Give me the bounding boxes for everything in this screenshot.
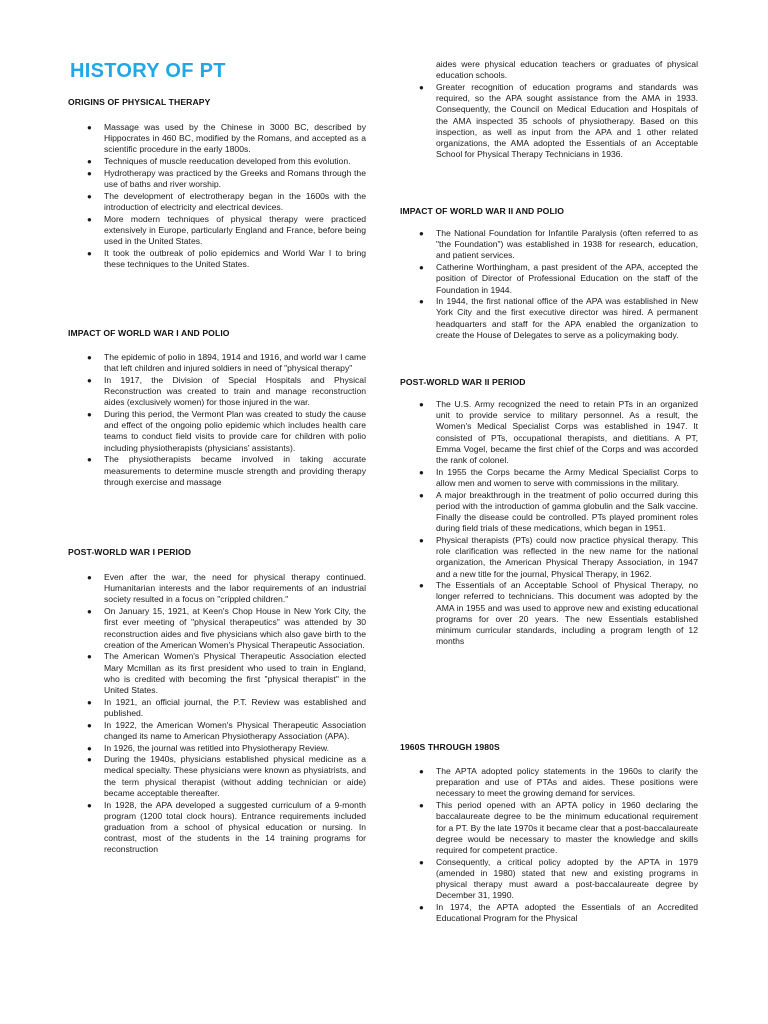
bullet-icon: ● <box>419 263 424 273</box>
bullet-icon: ● <box>87 573 92 582</box>
list-item-text: The epidemic of polio in 1894, 1914 and 1916, and world war I came that left children and injured soldiers in need of "physical therapy" <box>104 352 366 374</box>
bullet-icon: ● <box>87 607 92 617</box>
list-item <box>68 572 366 606</box>
list-item <box>400 800 698 856</box>
list-item-text: More modern techniques of physical therapy were practiced extensively in Europe, particularly England and France, before being used in the United States. <box>104 213 366 247</box>
list-item-text: Physical therapists (PTs) could now practice physical therapy. This role clarification was reflected in the new name for the national organization, the American Physical Therapy Association, in 1947 and a new title for the journal, Physical Therapy, in 1962. <box>436 534 698 579</box>
list-item-text: In 1974, the APTA adopted the Essentials of an Accredited Educational Program for the Physical <box>436 901 698 924</box>
list-item-text: A major breakthrough in the treatment of polio occurred during this period with the introduction of gamma globulin and the Salk vaccine. Finally the disease could be controlled. PTs played prominent roles during field trials of these medications, which began in 1951. <box>436 489 698 534</box>
bullet-icon: ● <box>419 535 424 545</box>
bullet-icon: ● <box>419 490 424 500</box>
bullet-icon: ● <box>87 191 92 201</box>
list-item-text: The development of electrotherapy began in the 1600s with the introduction of electricity and electrical devices. <box>104 190 366 212</box>
list-item <box>400 766 698 800</box>
list-item <box>68 168 366 190</box>
list-item <box>400 296 698 341</box>
bullet-icon: ● <box>419 767 424 776</box>
list-item <box>68 720 366 742</box>
bullet-icon: ● <box>87 800 92 810</box>
bullet-icon: ● <box>87 375 92 385</box>
list-item-text: Greater recognition of education programs and standards was required, so the APA sought assistance from the AMA in 1933. Consequently, the Council on Medical Education and Hospitals of the AMA inspected 35 schools of physiotherapy. Based on this inspection, as well as input from the APA and 1 other related organizations, the AMA adopted the Essentials of an Acceptable School for Physical Therapy Technicians in 1936. <box>436 82 698 160</box>
list-item <box>68 156 366 167</box>
bullet-list-ww2-polio <box>400 228 698 342</box>
section-heading-ww2-polio: IMPACT OF WORLD WAR II AND POLIO <box>400 206 565 216</box>
list-item-text: Consequently, a critical policy adopted by the APTA in 1979 (amended in 1980) stated that new and existing programs in physical therapy must award a post-baccalaureate degree by December 31, 1990. <box>436 856 698 901</box>
bullet-list-origins <box>68 122 366 271</box>
list-item <box>68 214 366 248</box>
list-item <box>400 535 698 580</box>
bullet-icon: ● <box>87 743 92 753</box>
bullet-icon: ● <box>419 857 424 867</box>
list-item-text: Massage was used by the Chinese in 3000 BC, described by Hippocrates in 460 BC, modified by the Romans, and accepted as a scientific procedure in the early 1800s. <box>104 122 366 155</box>
bullet-icon: ● <box>419 581 424 591</box>
list-item-text: In 1944, the first national office of the APA was established in New York City and the first executive director was hired. A permanent headquarters and staff for the APA enabled the organization to create the House of Delegates to serve as a policymaking body. <box>436 296 698 340</box>
list-item <box>68 697 366 719</box>
list-item-text: The U.S. Army recognized the need to retain PTs in an organized unit to provide service to military personnel. As a result, the Women's Medical Specialist Corps was established in 1947. It consisted of PTs, occupational therapists, and dietitians. A PT, Emma Vogel, became the first chief of the Corps and was accorded the rank of colonel. <box>436 399 698 466</box>
bullet-icon: ● <box>419 297 424 307</box>
list-item <box>68 352 366 374</box>
list-item <box>68 651 366 696</box>
list-item-text: It took the outbreak of polio epidemics and World War I to bring these techniques to the United States. <box>104 247 366 269</box>
list-item <box>400 857 698 902</box>
bullet-icon: ● <box>87 353 92 362</box>
section-heading-origins: ORIGINS OF PHYSICAL THERAPY <box>68 97 211 107</box>
bullet-icon: ● <box>87 123 92 132</box>
bullet-icon: ● <box>87 755 92 765</box>
list-item <box>68 409 366 454</box>
list-item-text: The APTA adopted policy statements in the 1960s to clarify the preparation and use of PTAs and aides. These positions were necessary to meet the growing demand for services. <box>436 766 698 799</box>
bullet-icon: ● <box>419 229 424 238</box>
continuation-text: aides were physical education teachers or graduates of physical education schools. <box>436 59 698 81</box>
section-heading-ww1-polio: IMPACT OF WORLD WAR I AND POLIO <box>68 328 230 338</box>
list-item <box>68 800 366 856</box>
list-item-text: In 1926, the journal was retitled into Physiotherapy Review. <box>104 742 329 753</box>
list-item <box>68 191 366 213</box>
bullet-icon: ● <box>419 467 424 477</box>
list-item-text: The Essentials of an Acceptable School of Physical Therapy, no longer referred to technicians. This document was adopted by the AMA in 1955 and was used to approve new and existing educational programs for over 20 years. The new Essentials established minimum curricular standards, including a program length of 12 months <box>436 580 698 647</box>
bullet-icon: ● <box>87 652 92 662</box>
bullet-list-post-ww2 <box>400 399 698 648</box>
list-item-text: In 1921, an official journal, the P.T. Review was established and published. <box>104 696 366 718</box>
list-item <box>400 399 698 466</box>
list-item <box>400 580 698 647</box>
bullet-icon: ● <box>87 455 92 465</box>
list-item-text: Catherine Worthingham, a past president of the APA, accepted the position of Director of Professional Education on the staff of the Foundation in 1944. <box>436 262 698 295</box>
bullet-list-post-ww1 <box>68 572 366 856</box>
list-item-text: In 1955 the Corps became the Army Medical Specialist Corps to allow men and women to serve with commissions in the military. <box>436 466 698 488</box>
list-item-text: In 1922, the American Women's Physical Therapeutic Association changed its name to American Physiotherapy Association (APA). <box>104 719 366 741</box>
list-item <box>400 902 698 924</box>
bullet-icon: ● <box>87 248 92 258</box>
bullet-icon: ● <box>419 400 424 409</box>
list-item <box>68 606 366 651</box>
section-heading-post-ww2: POST-WORLD WAR II PERIOD <box>400 377 526 387</box>
list-item <box>68 754 366 799</box>
bullet-icon: ● <box>87 168 92 178</box>
list-item-text: On January 15, 1921, at Keen's Chop House in New York City, the first ever meeting of "physical therapeutics" was attended by 30 reconstruction aides and five physicians which also gave birth to the creation of the American Women's Physical Therapeutic Association. <box>104 606 366 650</box>
list-item-text: In 1917, the Division of Special Hospitals and Physical Reconstruction was created to train and manage reconstruction aides (exclusively women) for those injured in the war. <box>104 374 366 408</box>
list-item <box>400 82 698 160</box>
list-item <box>400 228 698 262</box>
bullet-icon: ● <box>419 83 424 92</box>
bullet-icon: ● <box>87 410 92 420</box>
list-item-text: The physiotherapists became involved in taking accurate measurements to determine muscle strength and providing therapy through exercise and massage <box>104 454 366 487</box>
list-item-text: The American Women's Physical Therapeutic Association elected Mary Mcmillan as its first president who used to train in England, who is credited with becoming the first "physical therapist" in the United States. <box>104 651 366 696</box>
list-item-text: The National Foundation for Infantile Paralysis (often referred to as "the Foundation") was established in 1938 for research, education, and patient services. <box>436 228 698 261</box>
continued-list-post-ww1 <box>400 59 698 82</box>
bullet-icon: ● <box>419 801 424 811</box>
list-item-text: During the 1940s, physicians established physical medicine as a medical specialty. These physicians were known as physiatrists, and the term physical therapist (without adding technician or aide) became acceptable thereafter. <box>104 754 366 798</box>
bullet-icon: ● <box>87 214 92 224</box>
list-item-text: In 1928, the APA developed a suggested curriculum of a 9-month program (1200 total clock hours). Entrance requirements included graduation from a school of physical education or nursing. In contrast, most of the students in the 14 training programs for reconstruction <box>104 799 366 855</box>
list-item <box>400 467 698 489</box>
list-item-text: Techniques of muscle reeducation developed from this evolution. <box>104 156 351 167</box>
list-item-text: During this period, the Vermont Plan was created to study the cause and effect of the ongoing polio epidemic which includes health care teams to conduct field visits to provide care for children with polio including physiotherapists (physicians' assistants). <box>104 409 366 453</box>
bullet-list-1960s-1980s <box>400 766 698 925</box>
bullet-list-ww1-polio <box>68 352 366 488</box>
bullet-icon: ● <box>87 157 92 167</box>
list-item-text: This period opened with an APTA policy in 1960 declaring the baccalaureate degree to be the minimum educational requirement for a PT. By the late 1970s it became clear that a post-baccalaureate degree would be necessary to master the knowledge and skills required for competent practice. <box>436 800 698 855</box>
page-title: HISTORY OF PT <box>70 60 226 82</box>
list-item-continuation <box>400 59 698 81</box>
list-item <box>400 262 698 296</box>
list-item <box>68 743 366 754</box>
list-item <box>68 248 366 270</box>
section-heading-post-ww1: POST-WORLD WAR I PERIOD <box>68 547 192 557</box>
bullet-icon: ● <box>419 902 424 912</box>
section-heading-1960s-1980s: 1960S THROUGH 1980S <box>400 742 500 752</box>
bullet-icon: ● <box>87 697 92 707</box>
list-item <box>400 490 698 535</box>
list-item-text: Even after the war, the need for physical therapy continued. Humanitarian interests and the labor requirements of an industrial society resulted in a focus on "crippled children." <box>104 572 366 605</box>
list-item-text: Hydrotherapy was practiced by the Greeks and Romans through the use of baths and river worship. <box>104 167 366 190</box>
list-item <box>68 454 366 488</box>
list-item <box>68 122 366 156</box>
bullet-icon: ● <box>87 720 92 730</box>
list-item <box>68 375 366 409</box>
bullet-list-post-ww1-cont <box>400 82 698 161</box>
